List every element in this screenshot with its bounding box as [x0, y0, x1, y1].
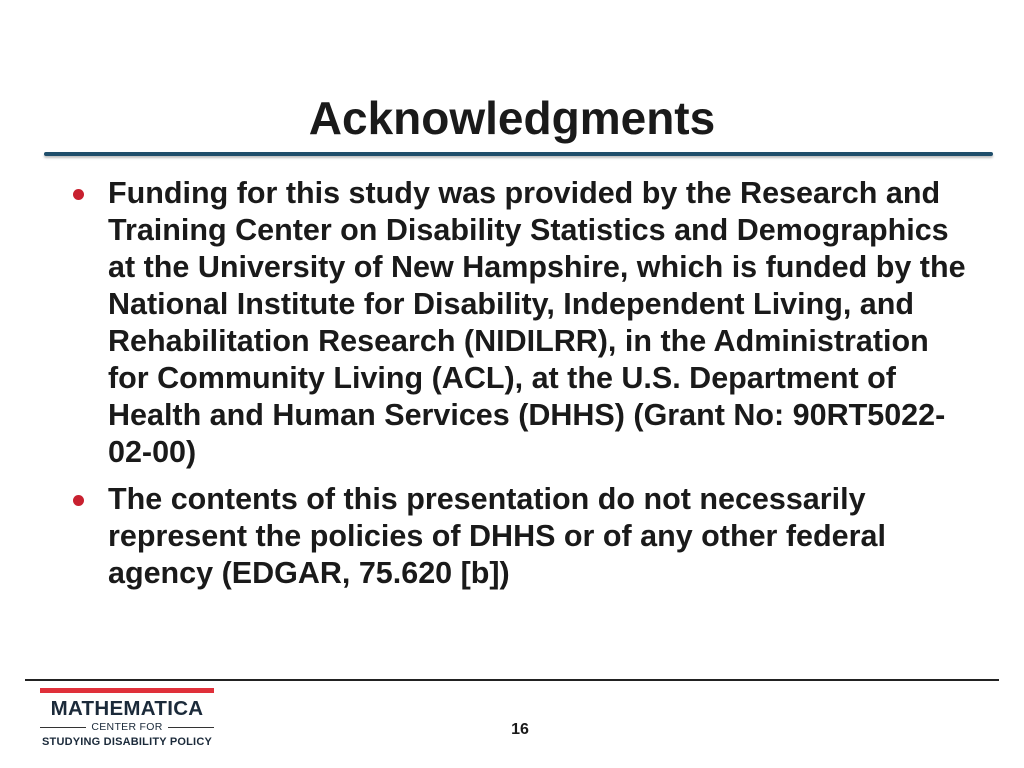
logo-accent-bar — [40, 688, 214, 693]
title-divider — [44, 152, 993, 156]
logo-name: MATHEMATICA — [50, 697, 204, 720]
bullet-item-disclaimer — [70, 481, 970, 592]
bullet-text: Funding for this study was provided by the Research and Training Center on Disability Statistics and Demographics at the University of New Hampshire, which is funded by the National Institute for Disability, Independent Living, and Rehabilitation Research (NIDILRR), in the Administration for Community Living (ACL), at the U.S. Department of Health and Human Services (DHHS) (Grant No: 90RT5022-02-00) — [108, 176, 966, 469]
logo-rule-right — [168, 727, 214, 728]
bullet-text: The contents of this presentation do not necessarily represent the policies of DHHS or of any other federal agency (EDGAR, 75.620 [b]) — [108, 482, 886, 590]
bullet-dot-icon — [73, 495, 84, 506]
logo-subtitle: STUDYING DISABILITY POLICY — [41, 736, 212, 748]
slide-title: Acknowledgments — [308, 92, 716, 144]
page-number: 16 — [511, 721, 529, 738]
bullet-item-funding — [70, 175, 970, 471]
bullet-list — [70, 175, 970, 602]
mathematica-logo — [40, 688, 214, 752]
footer-divider — [25, 679, 999, 681]
logo-center-for-text: CENTER FOR — [91, 721, 163, 733]
bullet-dot-icon — [73, 189, 84, 200]
logo-center-for — [40, 720, 214, 734]
